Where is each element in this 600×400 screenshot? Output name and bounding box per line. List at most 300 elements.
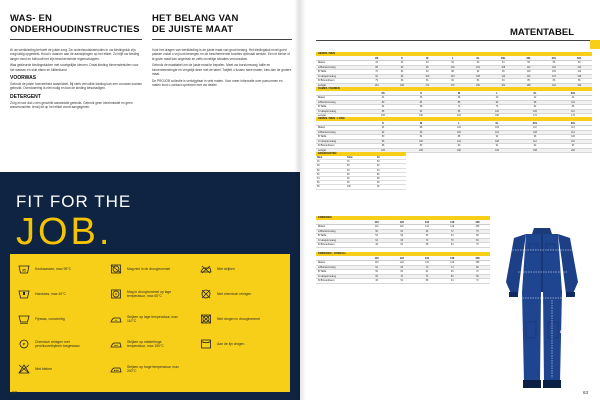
- table-cell: 54: [502, 62, 505, 64]
- size-header-cell: 3XL: [570, 122, 576, 125]
- care-symbol-item: [200, 339, 271, 349]
- paragraph: Gebruik de maattabel om de juiste maat te bepalen. Meet uw borstomvang, taille en binnenbeenlengte en vergelijk deze met de tabel. Twijfelt u tussen twee maten, kies dan de grotere maat.: [152, 63, 292, 76]
- row-label: A Borstomvang: [318, 229, 336, 233]
- table-cell: 90: [457, 145, 461, 147]
- table-cell: 74: [450, 266, 454, 269]
- care-symbol-label: Fijnwas, voorzichtig: [35, 316, 65, 321]
- table-cell: 196: [577, 84, 582, 87]
- table-cell: 60: [578, 62, 581, 64]
- care-symbol-item: [18, 264, 89, 274]
- heading-wash-instructions: WAS- EN ONDERHOUDINSTRUCTIES: [10, 13, 140, 35]
- table-cell: 168: [495, 115, 499, 117]
- page-number: 63: [582, 390, 588, 395]
- table-cell: 96: [419, 131, 423, 134]
- table-cell: 156: [381, 115, 385, 117]
- table-cell: 88: [451, 71, 454, 73]
- table-cell: 88: [457, 136, 461, 138]
- page-number: 62: [12, 390, 18, 395]
- table-cell: 98: [533, 101, 537, 104]
- table-cell: 84: [476, 239, 479, 242]
- paragraph: Was gekleurde kledingstukken met soortgelijke kleuren. Draai kleding binnenstebuiten voor het wassen en sluit ritsen en klittenband.: [10, 63, 139, 72]
- table-cell: 92: [495, 136, 499, 138]
- care-symbol-item: [110, 264, 181, 274]
- table-cell: 112: [571, 110, 575, 113]
- table-cell: 164: [374, 84, 379, 87]
- care-symbol-item: [110, 364, 181, 374]
- table-cell: 202: [571, 149, 575, 152]
- table-cell: 84: [419, 101, 423, 104]
- row-label: C Heupomvang: [318, 109, 337, 113]
- care-symbol-item: [110, 289, 181, 299]
- table-heading: DAMES / WOMEN: [316, 87, 592, 91]
- table-cell: 72: [450, 230, 454, 233]
- table-cell: 70: [476, 271, 479, 273]
- table-cell: 100: [495, 110, 499, 113]
- table-cell: 80: [347, 165, 350, 168]
- table-cell: 88: [381, 110, 385, 113]
- table-cell: 92: [375, 75, 378, 78]
- table-cell: 124: [577, 66, 582, 69]
- wash-60-icon: [110, 264, 122, 274]
- row-label: Lengte: [318, 148, 326, 152]
- table-cell: 90: [377, 182, 380, 185]
- care-symbol-label: Aan de lijn drogen: [217, 341, 245, 346]
- size-header-cell: S: [382, 122, 384, 125]
- table-cell: 86: [578, 80, 581, 82]
- table-cell: 186: [419, 149, 423, 152]
- size-header-cell: 5XL: [576, 57, 582, 60]
- row-label: A Borstomvang: [318, 100, 336, 104]
- table-cell: 128: [577, 75, 582, 78]
- trouser-size-table: [316, 152, 406, 190]
- table-cell: 116: [526, 75, 531, 78]
- table-cell: 100: [526, 71, 531, 73]
- table-heading: HEREN / MEN: [316, 52, 592, 56]
- divider: [10, 39, 142, 40]
- care-symbol-item: [200, 314, 271, 324]
- size-header-cell: 122: [399, 257, 404, 260]
- table-cell: 88: [457, 101, 461, 104]
- size-header-cell: XL: [495, 122, 499, 125]
- table-cell: 62: [375, 266, 378, 269]
- table-cell: 78: [476, 230, 479, 233]
- size-header-cell: XS: [374, 57, 379, 60]
- table-cell: 92: [381, 131, 385, 134]
- table-cell: 86: [552, 80, 556, 82]
- table-cell: 58: [425, 280, 429, 282]
- table-cell: 52: [317, 173, 320, 176]
- table-cell: 40: [495, 97, 499, 99]
- row-label: A Borstomvang: [318, 265, 336, 269]
- table-cell: 60: [375, 230, 378, 233]
- table-cell: 44: [375, 62, 378, 64]
- table-cell: 112: [577, 71, 582, 73]
- job-label: JOB.: [16, 211, 113, 253]
- size-header-cell: L: [451, 57, 454, 60]
- table-cell: 106: [533, 110, 537, 113]
- table-cell: 112: [571, 131, 575, 134]
- table-cell: 92: [400, 66, 404, 69]
- size-header-cell: M: [419, 122, 423, 125]
- table-cell: 48: [426, 62, 429, 64]
- no-dryclean-icon: [200, 289, 212, 299]
- paragraph: De PROJOB collectie is verkrijgbaar in vele maten. Voor meer informatie over pasvormen en maten kunt u contact opnemen met uw dealer.: [152, 78, 283, 88]
- care-symbol-item: [18, 314, 89, 324]
- table-cell: 58: [425, 244, 429, 246]
- table-cell: 62: [425, 235, 429, 237]
- table-cell: 58: [552, 62, 556, 64]
- row-label: B Taille: [318, 234, 327, 237]
- table-cell: 190: [457, 149, 461, 152]
- table-cell: 100: [457, 131, 461, 134]
- table-cell: 82: [533, 106, 537, 108]
- table-heading: HEREN / MEN - LONG: [316, 117, 592, 121]
- header-cell: Zit: [377, 157, 380, 159]
- table-cell: 122: [399, 262, 404, 264]
- iron-2-icon: [110, 339, 122, 349]
- table-cell: 104: [450, 75, 455, 78]
- size-table-kids: [316, 216, 490, 248]
- size-table-men: [316, 52, 592, 88]
- table-cell: 74: [425, 275, 429, 278]
- table-cell: 198: [533, 149, 537, 152]
- table-cell: 96: [502, 71, 505, 73]
- size-header-cell: 3XL: [526, 57, 531, 60]
- table-cell: 106: [495, 127, 499, 129]
- table-cell: 76: [375, 71, 378, 73]
- row-label: C Heupomvang: [318, 74, 337, 78]
- table-cell: 80: [400, 71, 404, 73]
- table-cell: 96: [426, 66, 429, 69]
- table-cell: 116: [571, 140, 575, 143]
- table-cell: 64: [450, 235, 454, 237]
- care-symbol-label: Niet chemisch reinigen: [217, 291, 252, 296]
- table-cell: 46: [400, 62, 404, 64]
- care-symbol-label: Niet strijken: [217, 266, 235, 271]
- figure-marker: C: [574, 295, 577, 300]
- table-cell: 102: [457, 127, 461, 129]
- table-cell: 192: [552, 84, 556, 87]
- row-label: Maten: [318, 61, 326, 64]
- table-cell: 88: [375, 66, 378, 69]
- size-header-cell: XL: [476, 57, 480, 60]
- table-cell: 76: [495, 106, 499, 108]
- size-header-cell: 4XL: [551, 57, 557, 60]
- table-cell: 85: [527, 80, 530, 82]
- table-cell: 194: [495, 149, 499, 152]
- table-cell: 108: [501, 66, 506, 69]
- row-label: C Heupomvang: [318, 238, 337, 242]
- figure-marker: D: [560, 329, 563, 334]
- table-cell: 96: [457, 110, 461, 113]
- wash-40-icon: [18, 264, 30, 274]
- table-cell: 172: [533, 115, 537, 117]
- row-label: C Heupomvang: [318, 139, 337, 143]
- table-row: [316, 279, 490, 284]
- row-label: Maten: [318, 261, 326, 264]
- table-cell: 52: [400, 244, 404, 246]
- table-cell: 92: [476, 71, 480, 73]
- size-header-cell: XL: [533, 92, 537, 95]
- table-cell: 96: [533, 136, 537, 138]
- care-symbol-item: [110, 339, 181, 349]
- size-header-cell: 110: [374, 257, 379, 260]
- table-cell: 96: [381, 140, 385, 143]
- paragraph: Voor het dragen van werkkleding is de juiste maat van groot belang. Het kledingstuk moet goed passen zodat u vrij kunt bewegen en de beschermende functies optimaal werken. Een te kleine of te grote maat kan ongemak en zelfs onveilige situaties veroorzaken.: [152, 48, 290, 61]
- table-cell: 80: [381, 101, 385, 104]
- no-bleach-icon: [18, 364, 30, 374]
- table-cell: 100: [571, 136, 575, 138]
- accent-strip: [590, 40, 600, 49]
- care-symbol-label: Mag in droogtrommel op lage temperatuur, max 60°C: [127, 289, 172, 298]
- care-symbol-item: [110, 314, 181, 324]
- table-cell: 176: [450, 84, 455, 87]
- divider: [152, 39, 292, 40]
- row-label: D Binnenbeen: [318, 279, 335, 282]
- care-symbols-panel: [10, 254, 290, 392]
- no-iron-icon: [200, 264, 212, 274]
- table-cell: 81: [426, 80, 429, 82]
- table-cell: 64: [450, 244, 454, 246]
- table-cell: 108: [533, 131, 537, 134]
- paragraph: Al uw werkkleding behoeft de juiste zorg. De onderhoudsinstructies in uw kledingstuk zijn zorgvuldig opgesteld. Houd u daarom aan de aanwijzingen op het etiket. Zo blijft uw kleding langer mooi en behoudt het zijn beschermende eigenschappen.: [10, 48, 140, 61]
- size-header-cell: XXL: [500, 57, 506, 60]
- table-cell: 96: [347, 182, 350, 185]
- row-label: A Borstomvang: [318, 65, 336, 69]
- table-cell: 86: [377, 173, 380, 176]
- table-cell: 36: [419, 97, 423, 99]
- table-cell: 66: [450, 271, 454, 273]
- size-header-cell: 110: [374, 221, 379, 224]
- size-header-cell: XXL: [570, 92, 576, 95]
- wash-hand-icon: [18, 289, 30, 299]
- care-symbol-item: [18, 339, 89, 349]
- table-cell: 46: [317, 161, 320, 164]
- row-label: Maten: [318, 126, 326, 129]
- table-cell: 72: [425, 239, 429, 242]
- care-symbol-label: Strijken op middelhoge temperatuur, max 150°C: [127, 339, 164, 348]
- table-cell: 92: [419, 110, 423, 113]
- row-label: C Heupomvang: [318, 274, 337, 278]
- table-cell: 84: [347, 169, 350, 172]
- table-cell: 76: [347, 161, 350, 164]
- table-row: [316, 243, 490, 248]
- care-symbol-label: Strijken op lage temperatuur, max 110°C: [127, 314, 178, 323]
- table-cell: 84: [419, 136, 423, 138]
- table-cell: 122: [399, 226, 404, 228]
- table-cell: 68: [425, 230, 429, 233]
- table-cell: 94: [381, 127, 385, 129]
- figure-marker: A: [582, 247, 585, 252]
- table-cell: 56: [317, 182, 320, 185]
- size-header-cell: S: [401, 57, 403, 60]
- tumble-dry-icon: [110, 289, 122, 299]
- row-label: Maten: [318, 96, 326, 99]
- care-symbol-item: [200, 289, 271, 299]
- table-cell: 92: [377, 186, 380, 189]
- table-cell: 188: [526, 84, 531, 87]
- table-cell: 134: [425, 262, 429, 264]
- paragraph: Gebruik de juiste hoeveelheid wasmiddel. Bij sterk vervuilde kleding kan een voorwas worden gebruikt. Overdosering is niet nodig en kan de kleding beschadigen.: [10, 81, 142, 91]
- care-symbol-label: Kookwassen, max 95°C: [35, 266, 72, 271]
- care-symbol-label: Niet bleken: [35, 366, 52, 371]
- table-cell: 122: [552, 75, 556, 78]
- table-cell: 60: [400, 271, 404, 273]
- row-label: Lengte: [318, 83, 326, 87]
- table-cell: 46: [375, 280, 378, 282]
- care-symbol-label: Mag niet in de droogtrommel: [127, 266, 171, 271]
- dryclean-p-icon: [18, 339, 30, 349]
- no-tumble-icon: [200, 314, 212, 324]
- size-chart-title: MATENTABEL: [510, 27, 575, 38]
- table-cell: 98: [419, 127, 423, 129]
- subheading-detergent: DETERGENT: [10, 93, 41, 100]
- table-cell: 118: [552, 66, 556, 69]
- table-cell: 64: [450, 280, 454, 282]
- care-symbol-item: [18, 364, 89, 374]
- table-cell: 92: [347, 177, 350, 180]
- table-cell: 110: [533, 127, 537, 129]
- paragraph: Zorg ervoor dat u een geschikt wasmiddel gebruikt. Gebruik geen bleekmiddel en geen wasverzachter, tenzij dit op het etiket wordt aangegeven.: [10, 100, 133, 109]
- table-cell: 50: [317, 169, 320, 172]
- size-table-men-long: [316, 117, 592, 153]
- row-label: D Binnenbeen: [318, 243, 335, 246]
- table-cell: 64: [400, 230, 404, 233]
- table-cell: 91: [495, 145, 499, 147]
- table-cell: 176: [571, 115, 575, 117]
- row-label: Lengte: [318, 114, 326, 117]
- text-column-2: [152, 48, 292, 90]
- care-symbol-label: Handwas, max 40°C: [35, 291, 66, 296]
- table-cell: 88: [571, 106, 575, 108]
- table-cell: 83: [476, 80, 480, 82]
- size-header-cell: 146: [450, 257, 455, 260]
- care-symbol-item: [200, 264, 271, 274]
- text-column-1: [10, 48, 142, 112]
- table-cell: 88: [347, 173, 350, 176]
- fit-for-the-label: FIT FOR THE: [16, 192, 132, 211]
- table-cell: 134: [425, 226, 429, 228]
- header-cell: Taille: [347, 157, 353, 159]
- size-header-cell: 158: [475, 257, 480, 260]
- iron-1-icon: [110, 314, 122, 324]
- table-cell: 100: [450, 66, 455, 69]
- table-cell: 66: [375, 275, 378, 278]
- table-cell: 86: [476, 275, 479, 278]
- table-cell: 68: [419, 106, 423, 108]
- row-label: D Binnenbeen: [318, 144, 335, 147]
- size-header-cell: S: [420, 92, 422, 95]
- table-cell: 72: [457, 106, 461, 108]
- table-cell: 146: [450, 262, 455, 264]
- table-cell: 52: [476, 62, 480, 64]
- header-cell: Maat: [317, 157, 323, 159]
- table-cell: 88: [381, 145, 385, 147]
- table-cell: 64: [381, 106, 385, 108]
- table-cell: 158: [475, 226, 480, 228]
- table-cell: 112: [526, 66, 531, 69]
- table-cell: 112: [501, 75, 506, 78]
- table-cell: 104: [476, 66, 480, 69]
- care-symbol-label: Chemisch reinigen met perchloorethyleen toegestaan: [35, 339, 80, 348]
- table-cell: 70: [400, 275, 404, 278]
- table-cell: 70: [425, 266, 429, 269]
- table-cell: 114: [571, 127, 575, 129]
- size-header-cell: 134: [424, 221, 430, 224]
- size-header-cell: L: [496, 92, 498, 95]
- table-cell: 64: [375, 239, 378, 242]
- table-cell: 104: [571, 101, 575, 104]
- wash-gentle-icon: [18, 314, 30, 324]
- table-cell: 112: [533, 140, 537, 143]
- table-cell: 100: [425, 75, 430, 78]
- table-cell: 110: [374, 226, 379, 228]
- table-cell: 108: [495, 140, 499, 143]
- table-cell: 42: [533, 97, 537, 99]
- table-cell: 54: [375, 235, 378, 237]
- row-label: B Taille: [318, 70, 327, 73]
- table-cell: 92: [495, 101, 499, 104]
- table-cell: 158: [475, 262, 480, 264]
- table-cell: 168: [400, 84, 404, 87]
- table-cell: 184: [501, 84, 506, 87]
- subheading-voorwas: VOORWAS: [10, 74, 37, 81]
- table-cell: 180: [476, 84, 480, 87]
- table-cell: 80: [476, 266, 479, 269]
- table-cell: 66: [400, 266, 404, 269]
- table-cell: 79: [375, 80, 378, 82]
- table-cell: 92: [533, 145, 537, 147]
- table-cell: 88: [377, 177, 380, 180]
- size-header-cell: 146: [450, 221, 455, 224]
- size-header-cell: 134: [424, 257, 430, 260]
- line-dry-icon: [200, 339, 212, 349]
- table-cell: 50: [451, 62, 454, 64]
- table-cell: 164: [457, 115, 461, 117]
- table-row: [316, 185, 406, 189]
- table-cell: 104: [495, 131, 499, 134]
- table-cell: 84: [377, 169, 380, 172]
- care-symbol-label: Niet drogen in droogtrommel: [217, 316, 260, 321]
- table-cell: 80: [381, 136, 385, 138]
- table-cell: 80: [450, 275, 454, 278]
- table-cell: 93: [571, 145, 575, 147]
- svg-text:P: P: [22, 341, 26, 347]
- size-header-cell: M: [426, 57, 429, 60]
- size-header-cell: M: [457, 92, 461, 95]
- table-cell: 82: [451, 80, 454, 82]
- table-cell: 96: [400, 75, 404, 78]
- table-cell: 64: [425, 271, 429, 273]
- table-cell: 58: [400, 235, 404, 237]
- care-symbol-label: Strijken op hoge temperatuur, max 200°C: [127, 364, 179, 373]
- table-cell: 44: [571, 97, 575, 99]
- care-symbol-item: [18, 289, 89, 299]
- size-header-cell: 122: [399, 221, 404, 224]
- right-page: [300, 0, 600, 400]
- overall-figure: [496, 222, 588, 394]
- table-cell: 52: [400, 280, 404, 282]
- table-cell: 56: [527, 62, 530, 64]
- svg-text:95: 95: [22, 268, 26, 273]
- table-cell: 160: [419, 115, 423, 117]
- table-cell: 172: [425, 84, 430, 87]
- size-header-cell: L: [458, 122, 460, 125]
- table-cell: 48: [317, 165, 320, 168]
- size-header-cell: XS: [381, 92, 385, 95]
- row-label: B Taille: [318, 105, 327, 108]
- iron-3-icon: [110, 364, 122, 374]
